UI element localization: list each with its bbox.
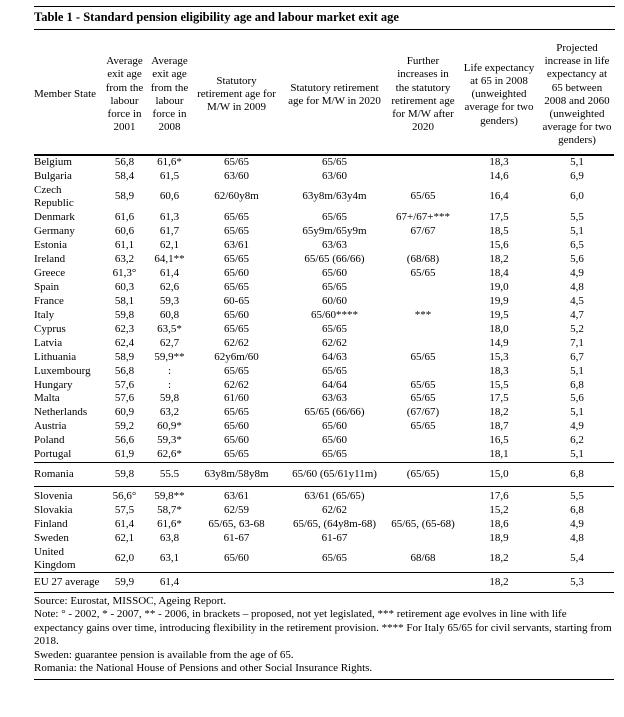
- value-cell: ***: [414, 308, 432, 321]
- member-state-cell: Sweden: [34, 531, 69, 544]
- value-cell: 65/65: [410, 190, 436, 203]
- member-state-cell: Germany: [34, 224, 75, 237]
- member-state-cell: Lithuania: [34, 350, 77, 363]
- value-cell: 65/60: [223, 420, 250, 433]
- value-cell: 19,0: [489, 280, 509, 293]
- value-cell: 62,6: [159, 280, 180, 293]
- member-state-cell: Austria: [34, 420, 67, 433]
- value-cell: 61,7: [159, 224, 180, 237]
- value-cell: 61,9: [114, 448, 135, 461]
- value-cell: 65/60****: [310, 308, 359, 321]
- value-cell: 62/62: [223, 378, 250, 391]
- table-caption: [34, 6, 615, 30]
- table-row: [34, 183, 614, 210]
- value-cell: 63/61: [192, 486, 281, 503]
- value-cell: 16,4: [489, 190, 509, 203]
- value-cell: 65/65: [223, 224, 250, 237]
- value-cell: 60-65: [223, 294, 250, 307]
- value-cell: 61,1: [114, 238, 135, 251]
- value-cell: 59,9**: [154, 350, 185, 363]
- value-cell: 63y8m/63y4m: [302, 190, 367, 203]
- value-cell: 65/65: [223, 448, 250, 461]
- header-life-expectancy-2008: Life expectancy at 65 in 2008 (unweighted average for two genders): [463, 61, 535, 127]
- value-cell: 5,4: [570, 552, 584, 565]
- value-cell: [388, 294, 458, 308]
- value-cell: 5,5: [540, 486, 614, 503]
- value-cell: 67/67: [410, 224, 436, 237]
- member-state-cell: Bulgaria: [34, 169, 72, 182]
- value-cell: 6,5: [570, 238, 584, 251]
- value-cell: 60,6: [114, 224, 135, 237]
- value-cell: 65/60 (65/61y11m): [281, 462, 388, 486]
- value-cell: 61,3: [159, 210, 180, 223]
- value-cell: 65/65: [410, 350, 436, 363]
- value-cell: 6,7: [570, 350, 584, 363]
- value-cell: 18,0: [489, 322, 509, 335]
- table-row: [34, 545, 614, 572]
- value-cell: 5,6: [570, 252, 584, 265]
- value-cell: 6,0: [570, 190, 584, 203]
- value-cell: (65/65): [388, 462, 458, 486]
- value-cell: 62/62: [321, 336, 348, 349]
- value-cell: 65/65: [223, 280, 250, 293]
- value-cell: 65/65, (64y8m-68): [292, 517, 377, 530]
- value-cell: 61/60: [223, 392, 250, 405]
- value-cell: 65/60: [223, 434, 250, 447]
- value-cell: (67/67): [406, 406, 440, 419]
- value-cell: 65/65: [321, 280, 348, 293]
- table-row: [34, 169, 614, 183]
- value-cell: 4,7: [570, 308, 584, 321]
- value-cell: 65/65: [321, 448, 348, 461]
- value-cell: 65/65: [321, 210, 348, 223]
- value-cell: 59,2: [114, 420, 135, 433]
- value-cell: :: [167, 364, 172, 377]
- value-cell: 65/65: [321, 364, 348, 377]
- value-cell: 65/65, 63-68: [208, 517, 265, 530]
- value-cell: 64/64: [321, 378, 348, 391]
- value-cell: 61,4: [114, 517, 135, 530]
- value-cell: 4,5: [570, 294, 584, 307]
- table-row: [34, 266, 614, 280]
- member-state-cell: Ireland: [34, 252, 66, 265]
- header-further-increases: Further increases in the statutory retirement age for M/W after 2020: [391, 55, 455, 134]
- value-cell: 65/65: [410, 420, 436, 433]
- table-header: [34, 40, 614, 155]
- member-state-cell: Cyprus: [34, 322, 66, 335]
- value-cell: 64,1**: [154, 252, 185, 265]
- member-state-cell: Romania: [34, 462, 102, 486]
- value-cell: 18,1: [489, 448, 509, 461]
- bottom-rule: [34, 679, 614, 680]
- value-cell: 18,3: [489, 156, 509, 168]
- value-cell: 17,6: [458, 486, 540, 503]
- value-cell: 63,2: [114, 252, 135, 265]
- value-cell: 62,1: [159, 238, 180, 251]
- value-cell: [281, 573, 388, 593]
- value-cell: 58,7*: [157, 503, 182, 516]
- value-cell: 18,3: [489, 364, 509, 377]
- table-row: [34, 517, 614, 531]
- table-row: [34, 531, 614, 545]
- value-cell: 65/65: [223, 210, 250, 223]
- value-cell: 62/60y8m: [214, 190, 259, 203]
- value-cell: 59,9: [102, 573, 147, 593]
- pension-table: [34, 40, 614, 593]
- value-cell: 65/60: [223, 266, 250, 279]
- value-cell: 58,1: [114, 294, 135, 307]
- value-cell: 63/61: [223, 238, 250, 251]
- value-cell: 63/60: [321, 169, 348, 182]
- member-state-cell: Czech Republic: [34, 183, 74, 209]
- value-cell: 65/60: [321, 266, 348, 279]
- value-cell: 18,7: [489, 420, 509, 433]
- value-cell: 14,9: [489, 336, 509, 349]
- member-state-cell: EU 27 average: [34, 573, 102, 593]
- value-cell: 57,5: [114, 503, 135, 516]
- value-cell: 60,8: [159, 308, 180, 321]
- value-cell: 59,8**: [147, 486, 192, 503]
- table-row: [34, 252, 614, 266]
- value-cell: 5,1: [570, 406, 584, 419]
- value-cell: 62,6*: [157, 448, 182, 461]
- value-cell: 65/65: [410, 392, 436, 405]
- note-source: Source: Eurostat, MISSOC, Ageing Report.: [34, 595, 227, 608]
- value-cell: 65/65 (66/66): [304, 406, 365, 419]
- value-cell: [388, 531, 458, 545]
- header-statutory-2009: Statutory retirement age for M/W in 2009: [197, 74, 276, 114]
- value-cell: 65/65: [410, 266, 436, 279]
- value-cell: 18,2: [489, 406, 509, 419]
- value-cell: 67+/67+***: [396, 210, 450, 223]
- value-cell: 63,2: [159, 406, 180, 419]
- value-cell: 61,6: [114, 210, 135, 223]
- value-cell: [388, 573, 458, 593]
- value-cell: 61,3°: [112, 266, 137, 279]
- member-state-cell: Finland: [34, 517, 68, 530]
- value-cell: 4,9: [570, 420, 584, 433]
- value-cell: 65/65: [321, 156, 348, 168]
- table-row: [34, 336, 614, 350]
- table-row: [34, 238, 614, 252]
- header-projected-increase: Projected increase in life expectancy at 65 between 2008 and 2060 (unweighted average for two genders): [542, 42, 612, 147]
- value-cell: 19,9: [489, 294, 509, 307]
- member-state-cell: Latvia: [34, 336, 63, 349]
- value-cell: 4,8: [570, 280, 584, 293]
- value-cell: 65/65: [321, 322, 348, 335]
- value-cell: 6,2: [570, 434, 584, 447]
- value-cell: 56,8: [114, 156, 135, 168]
- value-cell: [388, 322, 458, 336]
- table-row: [34, 350, 614, 364]
- value-cell: 63,5*: [157, 322, 182, 335]
- value-cell: [192, 573, 281, 593]
- value-cell: 63/63: [321, 238, 348, 251]
- value-cell: 5,1: [570, 364, 584, 377]
- member-state-cell: Belgium: [34, 156, 72, 168]
- value-cell: 18,9: [489, 531, 509, 544]
- value-cell: 63/60: [223, 169, 250, 182]
- value-cell: 63,8: [159, 531, 180, 544]
- value-cell: 61,4: [159, 266, 180, 279]
- table-row: [34, 224, 614, 238]
- value-cell: 17,5: [489, 392, 509, 405]
- value-cell: 62/59: [223, 503, 250, 516]
- member-state-cell: United Kingdom: [34, 545, 76, 571]
- value-cell: 65/60: [321, 434, 348, 447]
- value-cell: 65y9m/65y9m: [302, 224, 367, 237]
- value-cell: 62,7: [159, 336, 180, 349]
- member-state-cell: Spain: [34, 280, 60, 293]
- value-cell: 56,8: [114, 364, 135, 377]
- value-cell: 61,5: [159, 169, 180, 182]
- value-cell: 65/65: [410, 378, 436, 391]
- member-state-cell: Portugal: [34, 448, 72, 461]
- value-cell: 6,8: [570, 503, 584, 516]
- value-cell: 59,3: [159, 294, 180, 307]
- value-cell: 60,9*: [157, 420, 182, 433]
- member-state-cell: Luxembourg: [34, 364, 91, 377]
- value-cell: 65/60: [223, 308, 250, 321]
- table-row: [34, 462, 614, 486]
- table-row: [34, 420, 614, 434]
- table-row: [34, 448, 614, 462]
- value-cell: [388, 434, 458, 448]
- value-cell: [388, 155, 458, 170]
- table-row: [34, 486, 614, 503]
- value-cell: 15,3: [489, 350, 509, 363]
- value-cell: 63y8m/58y8m: [192, 462, 281, 486]
- value-cell: [388, 280, 458, 294]
- note-symbols: Note: ° - 2002, * - 2007, ** - 2006, in brackets – proposed, not yet legislated, *** retirement age evolves in line with life expectancy gains over time, introducing flexibility in the retirement provision. **** For Italy 65/65 for civil servants, starting from 2018.: [34, 608, 612, 648]
- value-cell: 18,2: [489, 552, 509, 565]
- notes-section: [34, 595, 614, 675]
- value-cell: [388, 486, 458, 503]
- value-cell: 62/62: [223, 336, 250, 349]
- table-row: [34, 503, 614, 517]
- value-cell: 5,1: [570, 156, 584, 168]
- value-cell: 60,6: [159, 190, 180, 203]
- value-cell: 18,5: [489, 224, 509, 237]
- table-row: [34, 155, 614, 170]
- value-cell: 14,6: [489, 169, 509, 182]
- value-cell: 63/61 (65/65): [281, 486, 388, 503]
- value-cell: 61,6*: [157, 517, 182, 530]
- value-cell: 55.5: [147, 462, 192, 486]
- value-cell: 59,8: [102, 462, 147, 486]
- value-cell: 65/65: [223, 156, 250, 168]
- value-cell: 59,3*: [157, 434, 182, 447]
- value-cell: 58,9: [114, 350, 135, 363]
- value-cell: 59,8: [114, 308, 135, 321]
- value-cell: 15,5: [489, 378, 509, 391]
- table-row: [34, 280, 614, 294]
- value-cell: 61,6*: [157, 156, 182, 168]
- member-state-cell: Slovakia: [34, 503, 73, 516]
- member-state-cell: Poland: [34, 434, 65, 447]
- table-row: [34, 210, 614, 224]
- value-cell: 6,8: [540, 462, 614, 486]
- value-cell: 15,0: [458, 462, 540, 486]
- value-cell: 57,6: [114, 378, 135, 391]
- value-cell: 62,1: [114, 531, 135, 544]
- header-avg-exit-2008: Average exit age from the labour force in 2008: [150, 55, 189, 134]
- value-cell: [388, 238, 458, 252]
- note-sweden: Sweden: guarantee pension is available from the age of 65.: [34, 648, 294, 661]
- value-cell: 68/68: [410, 552, 436, 565]
- pension-table-body: [34, 155, 614, 593]
- member-state-cell: Denmark: [34, 210, 75, 223]
- value-cell: (68/68): [406, 252, 440, 265]
- header-statutory-2020: Statutory retirement age for M/W in 2020: [288, 81, 381, 107]
- value-cell: 59,8: [159, 392, 180, 405]
- table-row: [34, 364, 614, 378]
- table-row: [34, 322, 614, 336]
- table-row: [34, 392, 614, 406]
- value-cell: 56,6: [114, 434, 135, 447]
- value-cell: [388, 336, 458, 350]
- value-cell: 63/63: [321, 392, 348, 405]
- value-cell: 62/62: [321, 503, 348, 516]
- header-avg-exit-2001: Average exit age from the labour force in 2001: [105, 55, 144, 134]
- value-cell: 57,6: [114, 392, 135, 405]
- value-cell: 56,6°: [102, 486, 147, 503]
- value-cell: 61-67: [321, 531, 348, 544]
- value-cell: 58,9: [114, 190, 135, 203]
- value-cell: 19,5: [489, 308, 509, 321]
- value-cell: 16,5: [489, 434, 509, 447]
- value-cell: 18,2: [489, 252, 509, 265]
- value-cell: [388, 448, 458, 462]
- value-cell: 17,5: [489, 210, 509, 223]
- table-row: [34, 308, 614, 322]
- value-cell: 65/65: [223, 364, 250, 377]
- value-cell: 65/65: [223, 406, 250, 419]
- member-state-cell: Netherlands: [34, 406, 88, 419]
- member-state-cell: Italy: [34, 308, 55, 321]
- value-cell: 64/63: [321, 350, 348, 363]
- value-cell: 15,6: [489, 238, 509, 251]
- table-row: [34, 434, 614, 448]
- value-cell: 58,4: [114, 169, 135, 182]
- member-state-cell: Estonia: [34, 238, 67, 251]
- value-cell: :: [167, 378, 172, 391]
- value-cell: [388, 503, 458, 517]
- value-cell: 62,3: [114, 322, 135, 335]
- value-cell: 15,2: [489, 503, 509, 516]
- value-cell: 4,8: [570, 531, 584, 544]
- value-cell: 62y6m/60: [214, 350, 259, 363]
- value-cell: 4,9: [570, 266, 584, 279]
- value-cell: [388, 364, 458, 378]
- value-cell: 4,9: [570, 517, 584, 530]
- value-cell: 65/65: [223, 252, 250, 265]
- value-cell: 62,0: [114, 552, 135, 565]
- value-cell: 18,6: [489, 517, 509, 530]
- table-row: [34, 378, 614, 392]
- value-cell: 6,9: [570, 169, 584, 182]
- note-romania: Romania: the National House of Pensions and other Social Insurance Rights.: [34, 662, 373, 675]
- value-cell: 5,6: [570, 392, 584, 405]
- value-cell: 6,8: [570, 378, 584, 391]
- value-cell: 5,1: [570, 448, 584, 461]
- value-cell: 65/65: [223, 322, 250, 335]
- value-cell: 61-67: [223, 531, 250, 544]
- header-member-state: Member State: [34, 88, 97, 101]
- value-cell: 60/60: [321, 294, 348, 307]
- member-state-cell: Greece: [34, 266, 66, 279]
- value-cell: 5,3: [540, 573, 614, 593]
- member-state-cell: France: [34, 294, 64, 307]
- value-cell: 18,2: [458, 573, 540, 593]
- table-row: [34, 294, 614, 308]
- table-row: [34, 573, 614, 593]
- member-state-cell: Slovenia: [34, 486, 102, 503]
- value-cell: 62,4: [114, 336, 135, 349]
- member-state-cell: Malta: [34, 392, 60, 405]
- value-cell: 7,1: [570, 336, 584, 349]
- value-cell: 60,3: [114, 280, 135, 293]
- value-cell: 60,9: [114, 406, 135, 419]
- value-cell: 65/60: [223, 552, 250, 565]
- table-title: Table 1 - Standard pension eligibility age and labour market exit age: [34, 10, 399, 24]
- value-cell: 61,4: [147, 573, 192, 593]
- value-cell: 5,2: [570, 322, 584, 335]
- value-cell: 65/65, (65-68): [391, 517, 455, 530]
- member-state-cell: Hungary: [34, 378, 73, 391]
- value-cell: 65/60: [321, 420, 348, 433]
- value-cell: 18,4: [489, 266, 509, 279]
- value-cell: 63,1: [159, 552, 180, 565]
- table-row: [34, 406, 614, 420]
- value-cell: 65/65: [321, 552, 348, 565]
- header-row: [34, 40, 614, 155]
- value-cell: 5,5: [570, 210, 584, 223]
- value-cell: 65/65 (66/66): [304, 252, 365, 265]
- value-cell: [388, 169, 458, 183]
- value-cell: 5,1: [570, 224, 584, 237]
